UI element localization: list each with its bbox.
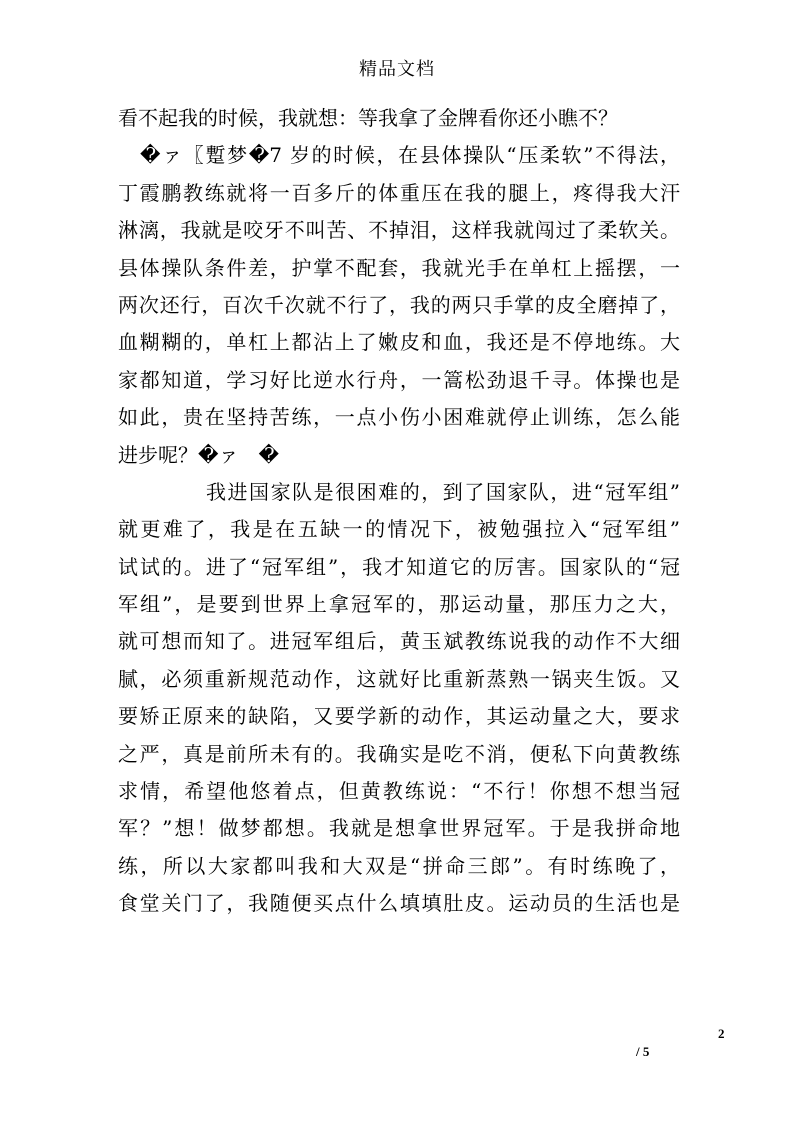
text-line: 要矫正原来的缺陷，又要学新的动作，其运动量之大，要求 (118, 704, 680, 729)
text-line: 我进国家队是很困难的，到了国家队，进“冠军组” (206, 479, 680, 504)
page-header-title: 精品文档 (359, 59, 435, 80)
text-line: 就更难了，我是在五缺一的情况下，被勉强拉入“冠军组” (118, 517, 680, 542)
text-line: 食堂关门了，我随便买点什么填填肚皮。运动员的生活也是 (118, 891, 680, 916)
text-line: 如此，贵在坚持苦练，一点小伤小困难就停止训练，怎么能 (118, 405, 680, 430)
text-line: 就可想而知了。进冠军组后，黄玉斌教练说我的动作不大细 (118, 629, 680, 654)
text-line: 县体操队条件差，护掌不配套，我就光手在单杠上摇摆，一 (118, 255, 680, 280)
text-line: 淋漓，我就是咬牙不叫苦、不掉泪，这样我就闯过了柔软关。 (118, 218, 680, 243)
text-line: 军组”，是要到世界上拿冠军的，那运动量，那压力之大， (118, 592, 680, 617)
text-line: 进步呢？�ァ � (118, 442, 280, 467)
text-line: 试试的。进了“冠军组”，我才知道它的厉害。国家队的“冠 (118, 554, 680, 579)
text-line: 军？”想！做梦都想。我就是想拿世界冠军。于是我拼命地 (118, 816, 680, 841)
text-line: 两次还行，百次千次就不行了，我的两只手掌的皮全磨掉了， (118, 292, 680, 317)
text-line: 看不起我的时候，我就想：等我拿了金牌看你还小瞧不？ (118, 106, 618, 130)
text-line: 家都知道，学习好比逆水行舟，一篙松劲退千寻。体操也是 (118, 367, 680, 392)
text-line: 练，所以大家都叫我和大双是“拼命三郎”。有时练晚了， (118, 853, 680, 878)
text-line: 腻，必须重新规范动作，这就好比重新蒸熟一锅夹生饭。又 (118, 666, 680, 691)
text-line: 血糊糊的，单杠上都沾上了嫩皮和血，我还是不停地练。大 (118, 330, 680, 355)
document-body (118, 100, 680, 923)
page-number: 2 (718, 1026, 725, 1041)
text-line: �ァ〖蹔梦�7 岁的时候，在县体操队“压柔软”不得法， (140, 143, 680, 168)
page-count: / 5 (636, 1044, 650, 1059)
text-line: 丁霞鹏教练就将一百多斤的体重压在我的腿上，疼得我大汗 (118, 180, 680, 205)
text-line: 求情，希望他悠着点，但黄教练说：“不行！你想不想当冠 (118, 779, 680, 804)
text-line: 之严，真是前所未有的。我确实是吃不消，便私下向黄教练 (118, 741, 680, 766)
